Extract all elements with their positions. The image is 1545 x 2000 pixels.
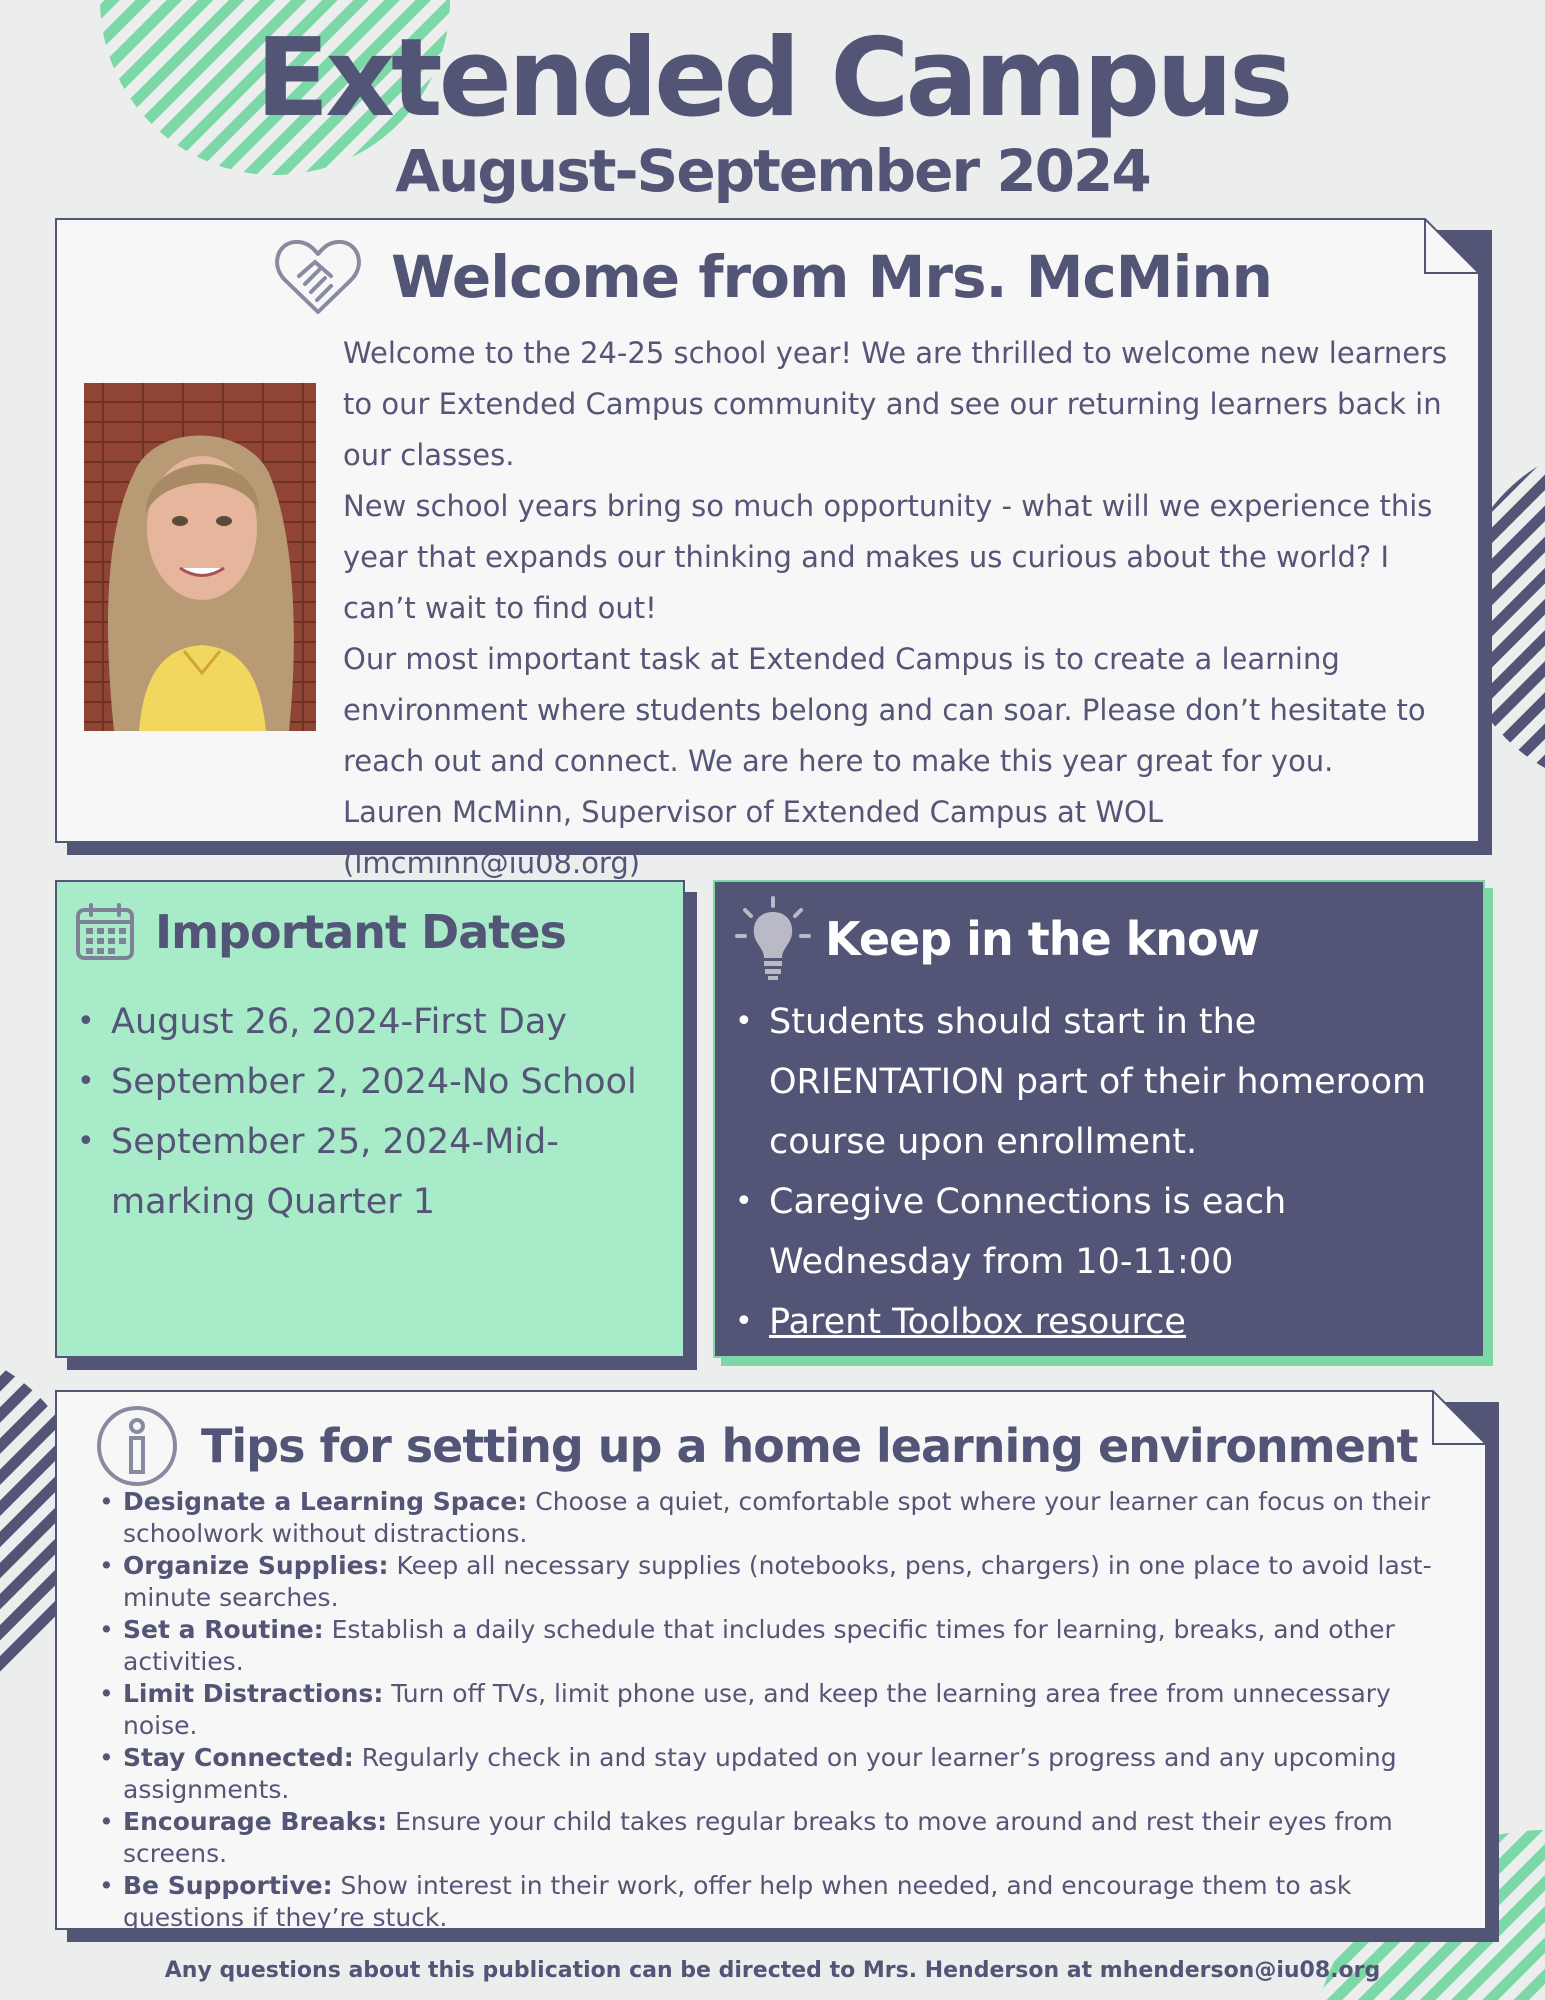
dates-heading: Important Dates bbox=[155, 905, 566, 959]
dates-list bbox=[73, 992, 683, 1232]
tip-text: Establish a daily schedule that includes specific times for learning, breaks, and other activities. bbox=[123, 1615, 1395, 1676]
tips-card bbox=[55, 1390, 1487, 1930]
list-item bbox=[93, 1614, 1468, 1678]
lightbulb-icon bbox=[735, 896, 811, 982]
page-title: Extended Campus bbox=[255, 16, 1290, 141]
tip-text: Turn off TVs, limit phone use, and keep the learning area free from unnecessary noise. bbox=[123, 1679, 1391, 1740]
list-item bbox=[93, 1870, 1468, 1934]
list-item bbox=[93, 1806, 1468, 1870]
tip-label: Be Supportive: bbox=[123, 1871, 333, 1900]
portrait-photo bbox=[84, 383, 316, 731]
list-item: • Students should start in the ORIENTATION part of their homeroom course upon enrollment. bbox=[731, 992, 1451, 1172]
welcome-header bbox=[275, 236, 1272, 318]
page-header bbox=[0, 16, 1545, 205]
know-heading: Keep in the know bbox=[825, 912, 1260, 966]
important-dates-card bbox=[55, 880, 685, 1358]
welcome-card bbox=[55, 218, 1480, 880]
tip-text: Keep all necessary supplies (notebooks, pens, chargers) in one place to avoid last-minute searches. bbox=[123, 1551, 1432, 1612]
tips-heading: Tips for setting up a home learning environment bbox=[201, 1419, 1418, 1473]
welcome-paragraph: Our most important task at Extended Campus is to create a learning environment where students belong and can soar. Please don’t hesitate to reach out and connect. We are here to make this year great for you. bbox=[343, 642, 1426, 778]
welcome-paragraph: Welcome to the 24-25 school year! We are thrilled to welcome new learners to our Extended Campus community and see our returning learners back in our classes. bbox=[343, 336, 1448, 472]
tip-label: Limit Distractions: bbox=[123, 1679, 384, 1708]
tip-text: Ensure your child takes regular breaks to move around and rest their eyes from screens. bbox=[123, 1807, 1393, 1868]
welcome-signature: Lauren McMinn, Supervisor of Extended Campus at WOL (lmcminn@iu08.org) bbox=[343, 795, 1163, 880]
know-list bbox=[731, 992, 1451, 1352]
tips-list bbox=[93, 1486, 1468, 1934]
list-item bbox=[93, 1486, 1468, 1550]
page-subtitle: August-September 2024 bbox=[395, 137, 1150, 205]
welcome-heading: Welcome from Mrs. McMinn bbox=[391, 243, 1272, 311]
list-item bbox=[93, 1742, 1468, 1806]
welcome-paragraph: New school years bring so much opportunity - what will we experience this year that expands our thinking and makes us curious about the world? I can’t wait to find out! bbox=[343, 489, 1433, 625]
tip-text: Choose a quiet, comfortable spot where your learner can focus on their schoolwork without distractions. bbox=[123, 1487, 1431, 1548]
tips-header bbox=[95, 1404, 1418, 1488]
dates-header bbox=[75, 902, 566, 962]
list-item: • Caregive Connections is each Wednesday from 10-11:00 bbox=[731, 1172, 1451, 1292]
tip-text: Show interest in their work, offer help when needed, and encourage them to ask questions if they’re stuck. bbox=[123, 1871, 1352, 1932]
keep-in-the-know-card bbox=[713, 880, 1485, 1358]
tip-label: Organize Supplies: bbox=[123, 1551, 389, 1580]
info-icon bbox=[95, 1404, 179, 1488]
list-item bbox=[93, 1678, 1468, 1742]
tip-text: Regularly check in and stay updated on your learner’s progress and any upcoming assignments. bbox=[123, 1743, 1397, 1804]
heart-handshake-icon bbox=[275, 236, 361, 318]
tip-label: Stay Connected: bbox=[123, 1743, 354, 1772]
calendar-icon bbox=[75, 902, 135, 962]
page-footer: Any questions about this publication can be directed to Mrs. Henderson at mhenderson@iu08.org bbox=[164, 1958, 1381, 1983]
list-item: • September 2, 2024-No School bbox=[73, 1052, 683, 1112]
list-item bbox=[731, 1292, 1451, 1352]
tip-label: Encourage Breaks: bbox=[123, 1807, 388, 1836]
know-header bbox=[735, 896, 1259, 982]
list-item bbox=[93, 1550, 1468, 1614]
tip-label: Set a Routine: bbox=[123, 1615, 324, 1644]
welcome-body bbox=[343, 328, 1453, 889]
tip-label: Designate a Learning Space: bbox=[123, 1487, 528, 1516]
parent-toolbox-link[interactable]: Parent Toolbox resource bbox=[769, 1302, 1186, 1342]
list-item: • August 26, 2024-First Day bbox=[73, 992, 683, 1052]
list-item: • September 25, 2024-Mid-marking Quarter 1 bbox=[73, 1112, 683, 1232]
